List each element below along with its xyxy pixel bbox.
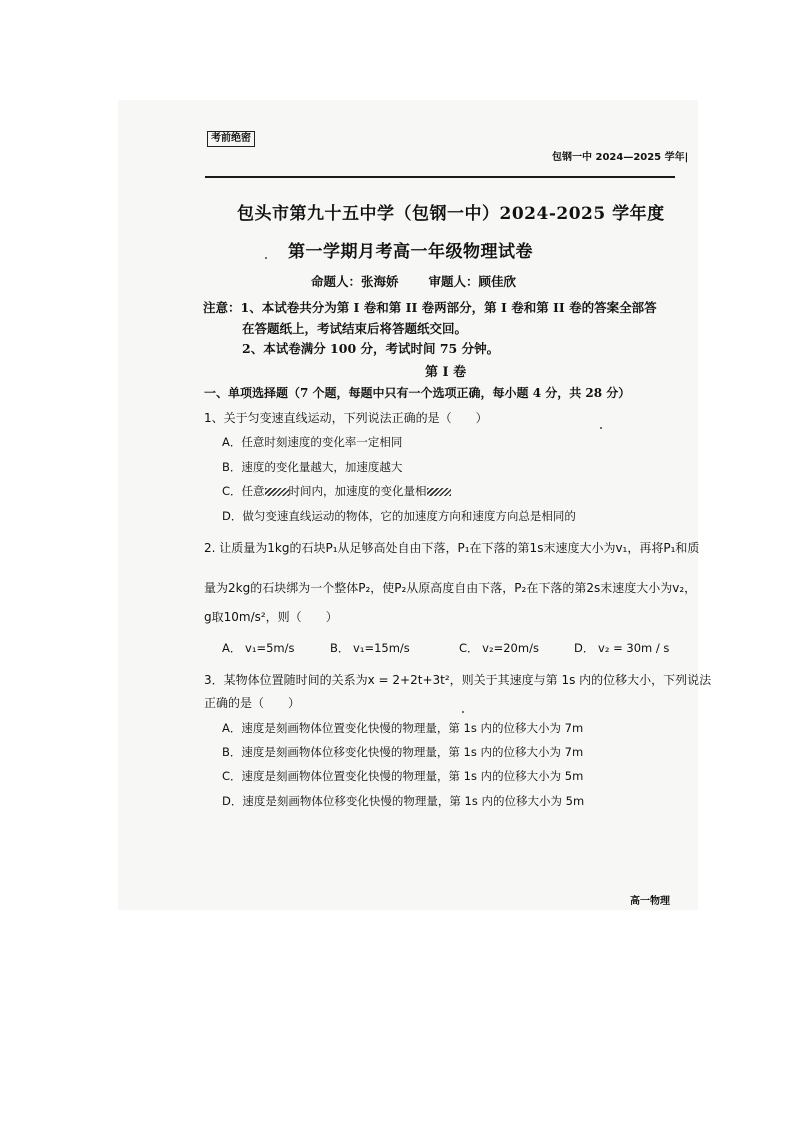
question-2-line-2: 量为2kg的石块绑为一个整体P₂，使P₂从原高度自由下落，P₂在下落的第2s末速度大小为v₂， (204, 581, 697, 595)
footer-subject: 高一物理 (630, 896, 670, 907)
question-2-option-c: C． v₂=20m/s (459, 641, 539, 655)
question-2-option-d: D． v₂ = 30m / s (574, 641, 670, 655)
note-line-1: 注意：1、本试卷共分为第 I 卷和第 II 卷两部分，第 I 卷和第 II 卷的答案全部答 (203, 300, 657, 315)
scribble-mark (265, 488, 289, 496)
scan-speck (462, 711, 464, 713)
question-1-option-b: B．速度的变化量越大，加速度越大 (222, 460, 403, 474)
note-line-2: 在答题纸上，考试结束后将答题纸交回。 (242, 321, 468, 336)
question-3-option-d: D．速度是刻画物体位移变化快慢的物理量，第 1s 内的位移大小为 5m (222, 794, 585, 808)
confidential-stamp: 考前绝密 (207, 131, 255, 147)
question-3-option-a: A．速度是刻画物体位置变化快慢的物理量，第 1s 内的位移大小为 7m (222, 721, 584, 735)
question-2-line-3: g取10m/s²，则（ ） (204, 610, 338, 624)
question-3-option-c: C．速度是刻画物体位置变化快慢的物理量，第 1s 内的位移大小为 5m (222, 769, 584, 783)
scan-speck (600, 427, 602, 429)
authors-line (311, 272, 516, 290)
question-3-line-1: 3．某物体位置随时间的关系为x = 2+2t+3t²，则关于其速度与第 1s 内的位移大小，下列说法 (204, 673, 712, 687)
scribble-mark (427, 488, 451, 496)
section-title: 第 I 卷 (425, 365, 467, 380)
reviewer: 审题人：顾佳欣 (428, 274, 517, 289)
exam-title: 包头市第九十五中学（包钢一中）2024-2025 学年度 (237, 204, 665, 224)
scan-speck (265, 257, 267, 259)
question-1-option-d: D．做匀变速直线运动的物体，它的加速度方向和速度方向总是相同的 (222, 509, 576, 523)
question-3-line-2: 正确的是（ ） (204, 696, 301, 710)
question-1-stem: 1、关于匀变速直线运动，下列说法正确的是（ ） (204, 411, 488, 425)
question-2-line-1: 2. 让质量为1kg的石块P₁从足够高处自由下落，P₁在下落的第1s末速度大小为v₁，再将P₁和质 (204, 541, 700, 555)
part-heading: 一、单项选择题（7 个题，每题中只有一个选项正确，每小题 4 分，共 28 分） (204, 386, 631, 400)
header-school-year: 包钢一中 2024—2025 学年| (552, 152, 689, 163)
question-2-option-a: A． v₁=5m/s (222, 641, 295, 655)
header-rule (205, 176, 675, 178)
question-1-option-c: C．任意 时间内，加速度的变化量相 (222, 483, 451, 499)
note-line-3: 2、本试卷满分 100 分，考试时间 75 分钟。 (242, 341, 500, 356)
exam-subtitle: 第一学期月考高一年级物理试卷 (288, 242, 533, 262)
question-2-option-b: B． v₁=15m/s (330, 641, 410, 655)
question-3-option-b: B．速度是刻画物体位移变化快慢的物理量，第 1s 内的位移大小为 7m (222, 745, 584, 759)
author: 命题人：张海娇 (311, 274, 399, 289)
question-1-option-a: A．任意时刻速度的变化率一定相同 (222, 435, 403, 449)
